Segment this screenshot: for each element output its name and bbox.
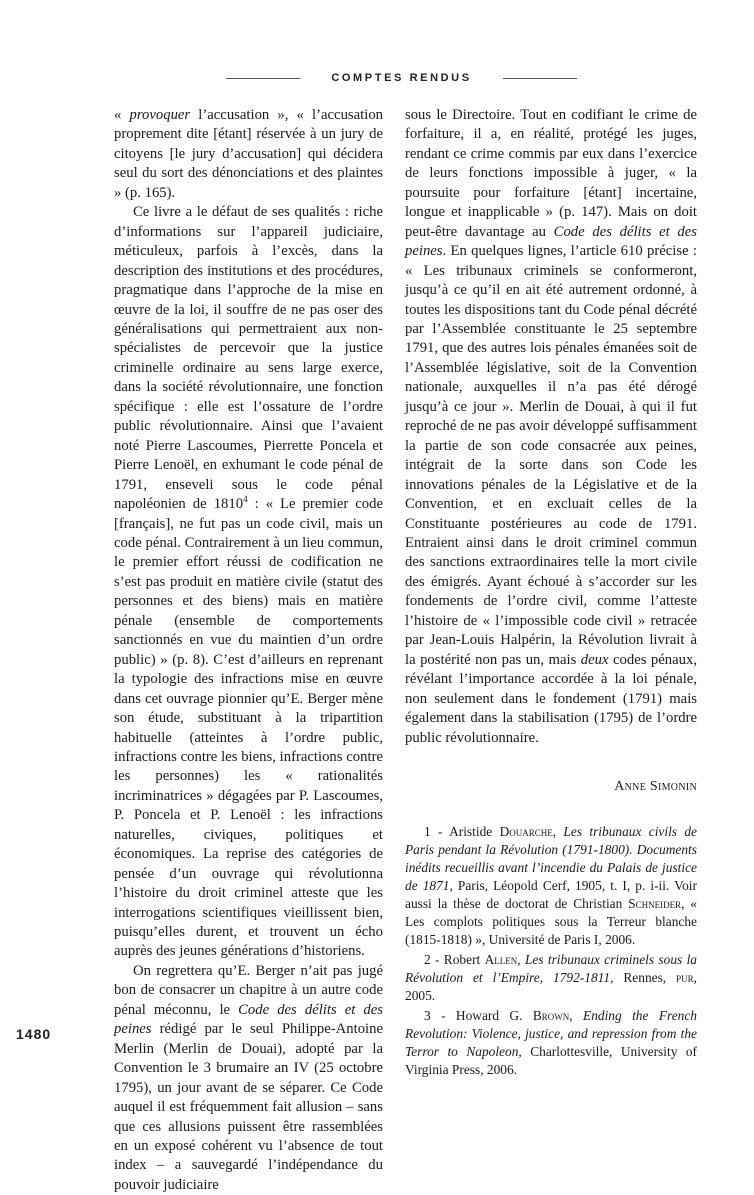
author-signature: Anne Simonin — [614, 778, 697, 794]
running-header — [0, 72, 754, 88]
page-number: 1480 — [16, 1026, 52, 1042]
emphasis: Code des délits et des peines — [114, 1001, 383, 1038]
emphasis: Code des délits et des peines — [405, 223, 697, 260]
paragraph: sous le Directoire. Tout en codifiant le crime de forfaiture, il a, en réalité, protégé les juges, rendant ce crime commis par eux dans l’exercice de leurs fonctions impossible à juger, « la poursuite pour forfaiture [étant] incertaine, longue et inapplicable » (p. 147). Mais on doit peut-être davantage au Code des délits et des peines. En quelques lignes, l’article 610 précise : « Les tribunaux criminels se conformeront, jusqu’à ce qu’il en ait été autrement ordonné, à toutes les dispositions tant du Code pénal décrété par l’Assemblée constituante le 25 septembre 1791, que des autres lois pénales émanées soit de l’Assemblée législative, soit de la Convention nationale, auxquelles il n’a pas été dérogé jusqu’à ce jour ». Merlin de Douai, à qui il fut reproché de ne pas avoir développé suffisamment la partie de son code consacrée aux peines, intégrait de la sorte dans son Code les innovations pénales de la Législative et de la Convention, et en excluait celles de la Constituante postérieures au code de 1791. Entraient ainsi dans le droit criminel commun des sanctions extraordinaires telle la mort civile des émigrés. Ayant échoué à s’accorder sur les fondements de l’ordre civil, comme l’atteste l’histoire de « l’impossible code civil » retracée par Jean-Louis Halpérin, la Révolution livrait à la postérité non pas un, mais deux codes pénaux, révélant l’importance accordée à la loi pénale, non seulement dans le fondement (1791) mais également dans la stabilisation (1795) de l’ordre public révolutionnaire. — [405, 107, 698, 746]
header-title: COMPTES RENDUS — [331, 72, 472, 84]
footnote: 1 - Aristide Douarche, Les tribunaux civils de Paris pendant la Révolution (1791-1800). Documents inédits recueillis avant l’incendie du Palais de justice de 1871, Paris, Léopold Cerf, 1905, t. I, p. i-ii. Voir aussi la thèse de doctorat de Christian Schneider, « Les complots politiques sous la Terreur blanche (1815-1818) », Université de Paris I, 2006. — [405, 824, 698, 948]
emphasis: deux — [580, 651, 609, 668]
footnotes — [405, 823, 697, 1079]
right-column — [405, 106, 697, 1081]
emphasis: provoquer — [129, 107, 191, 123]
paragraph: « provoquer l’accusation », « l’accusation proprement dite [étant] réservée à un jury de citoyens [le jury d’accusation] qui décidera seul du sort des dénonciations et des plaintes » (p. 165). — [114, 107, 384, 201]
footnote: 2 - Robert Allen, Les tribunaux criminels sous la Révolution et l’Empire, 1792-1811, Rennes, pur, 2005. — [405, 952, 697, 1004]
header-rule-right — [503, 78, 577, 79]
paragraph: Ce livre a le défaut de ses qualités : riche d’informations sur l’appareil judiciaire, méticuleux, parfois à l’excès, dans la description des institutions et des procédures, pragmatique dans l’approche de la mise en œuvre de la loi, il souffre de ne pas oser des généralisations qui permettraient aux non-spécialistes de percevoir que la justice criminelle ordinaire au sens large exerce, dans la société révolutionnaire, une fonction spécifique : elle est l’ossature de l’ordre public révolutionnaire. Ainsi que l’avaient noté Pierre Lascoumes, Pierrette Poncela et Pierre Lenoël, en exhumant le code pénal de 1791, enseveli sous le code pénal napoléonien de 1810$^4$ : « Le premier code [français], ne fut pas un code civil, mais un code pénal. Contrairement à un lieu commun, le premier effort réussi de codification ne s’est pas produit en matière civile (statut des personnes et des biens) mais en matière pénale (ensemble de comportements sanctionnés en vue du maintien d’un ordre public) » (p. 8). C’est d’ailleurs en reprenant la typologie des infractions mise en œuvre dans cet ouvrage pionnier qu’E. Berger mène son étude, substituant à la tripartition habituelle (atteintes à l’ordre public, infractions contre les biens, infractions contre les personnes) les « rationalités incriminatrices » dégagées par P. Lascoumes, P. Poncela et P. Lenoël : les infractions naturelles, civiques, politiques et économiques. La reprise des catégories de pensée d’un ouvrage qui révolutionna l’histoire du droit criminel atteste que les interrogations scientifiques vieillissent bien, puisqu’elles durent, et trouvent un écho auprès des jeunes générations d’historiens. — [114, 204, 383, 960]
footnote-ref: 4 — [243, 494, 248, 505]
footnote: 3 - Howard G. Brown, Ending the French Revolution: Violence, justice, and repression from the Terror to Napoleon, Charlottesville, University of Virginia Press, 2006. — [405, 1008, 697, 1078]
paragraph: On regrettera qu’E. Berger n’ait pas jugé bon de consacrer un chapitre à un autre code pénal méconnu, le Code des délits et des peines rédigé par le seul Philippe-Antoine Merlin (Merlin de Douai), adopté par la Convention le 3 brumaire an IV (25 octobre 1795), un jour avant de se séparer. Ce Code auquel il est fréquemment fait allusion – sans que ces allusions puissent être rassemblées en un exposé cohérent vu l’absence de tout index – a sauvegardé l’indépendance du pouvoir judiciaire — [114, 962, 383, 1193]
header-rule-left — [226, 78, 300, 79]
left-column — [114, 106, 383, 1195]
